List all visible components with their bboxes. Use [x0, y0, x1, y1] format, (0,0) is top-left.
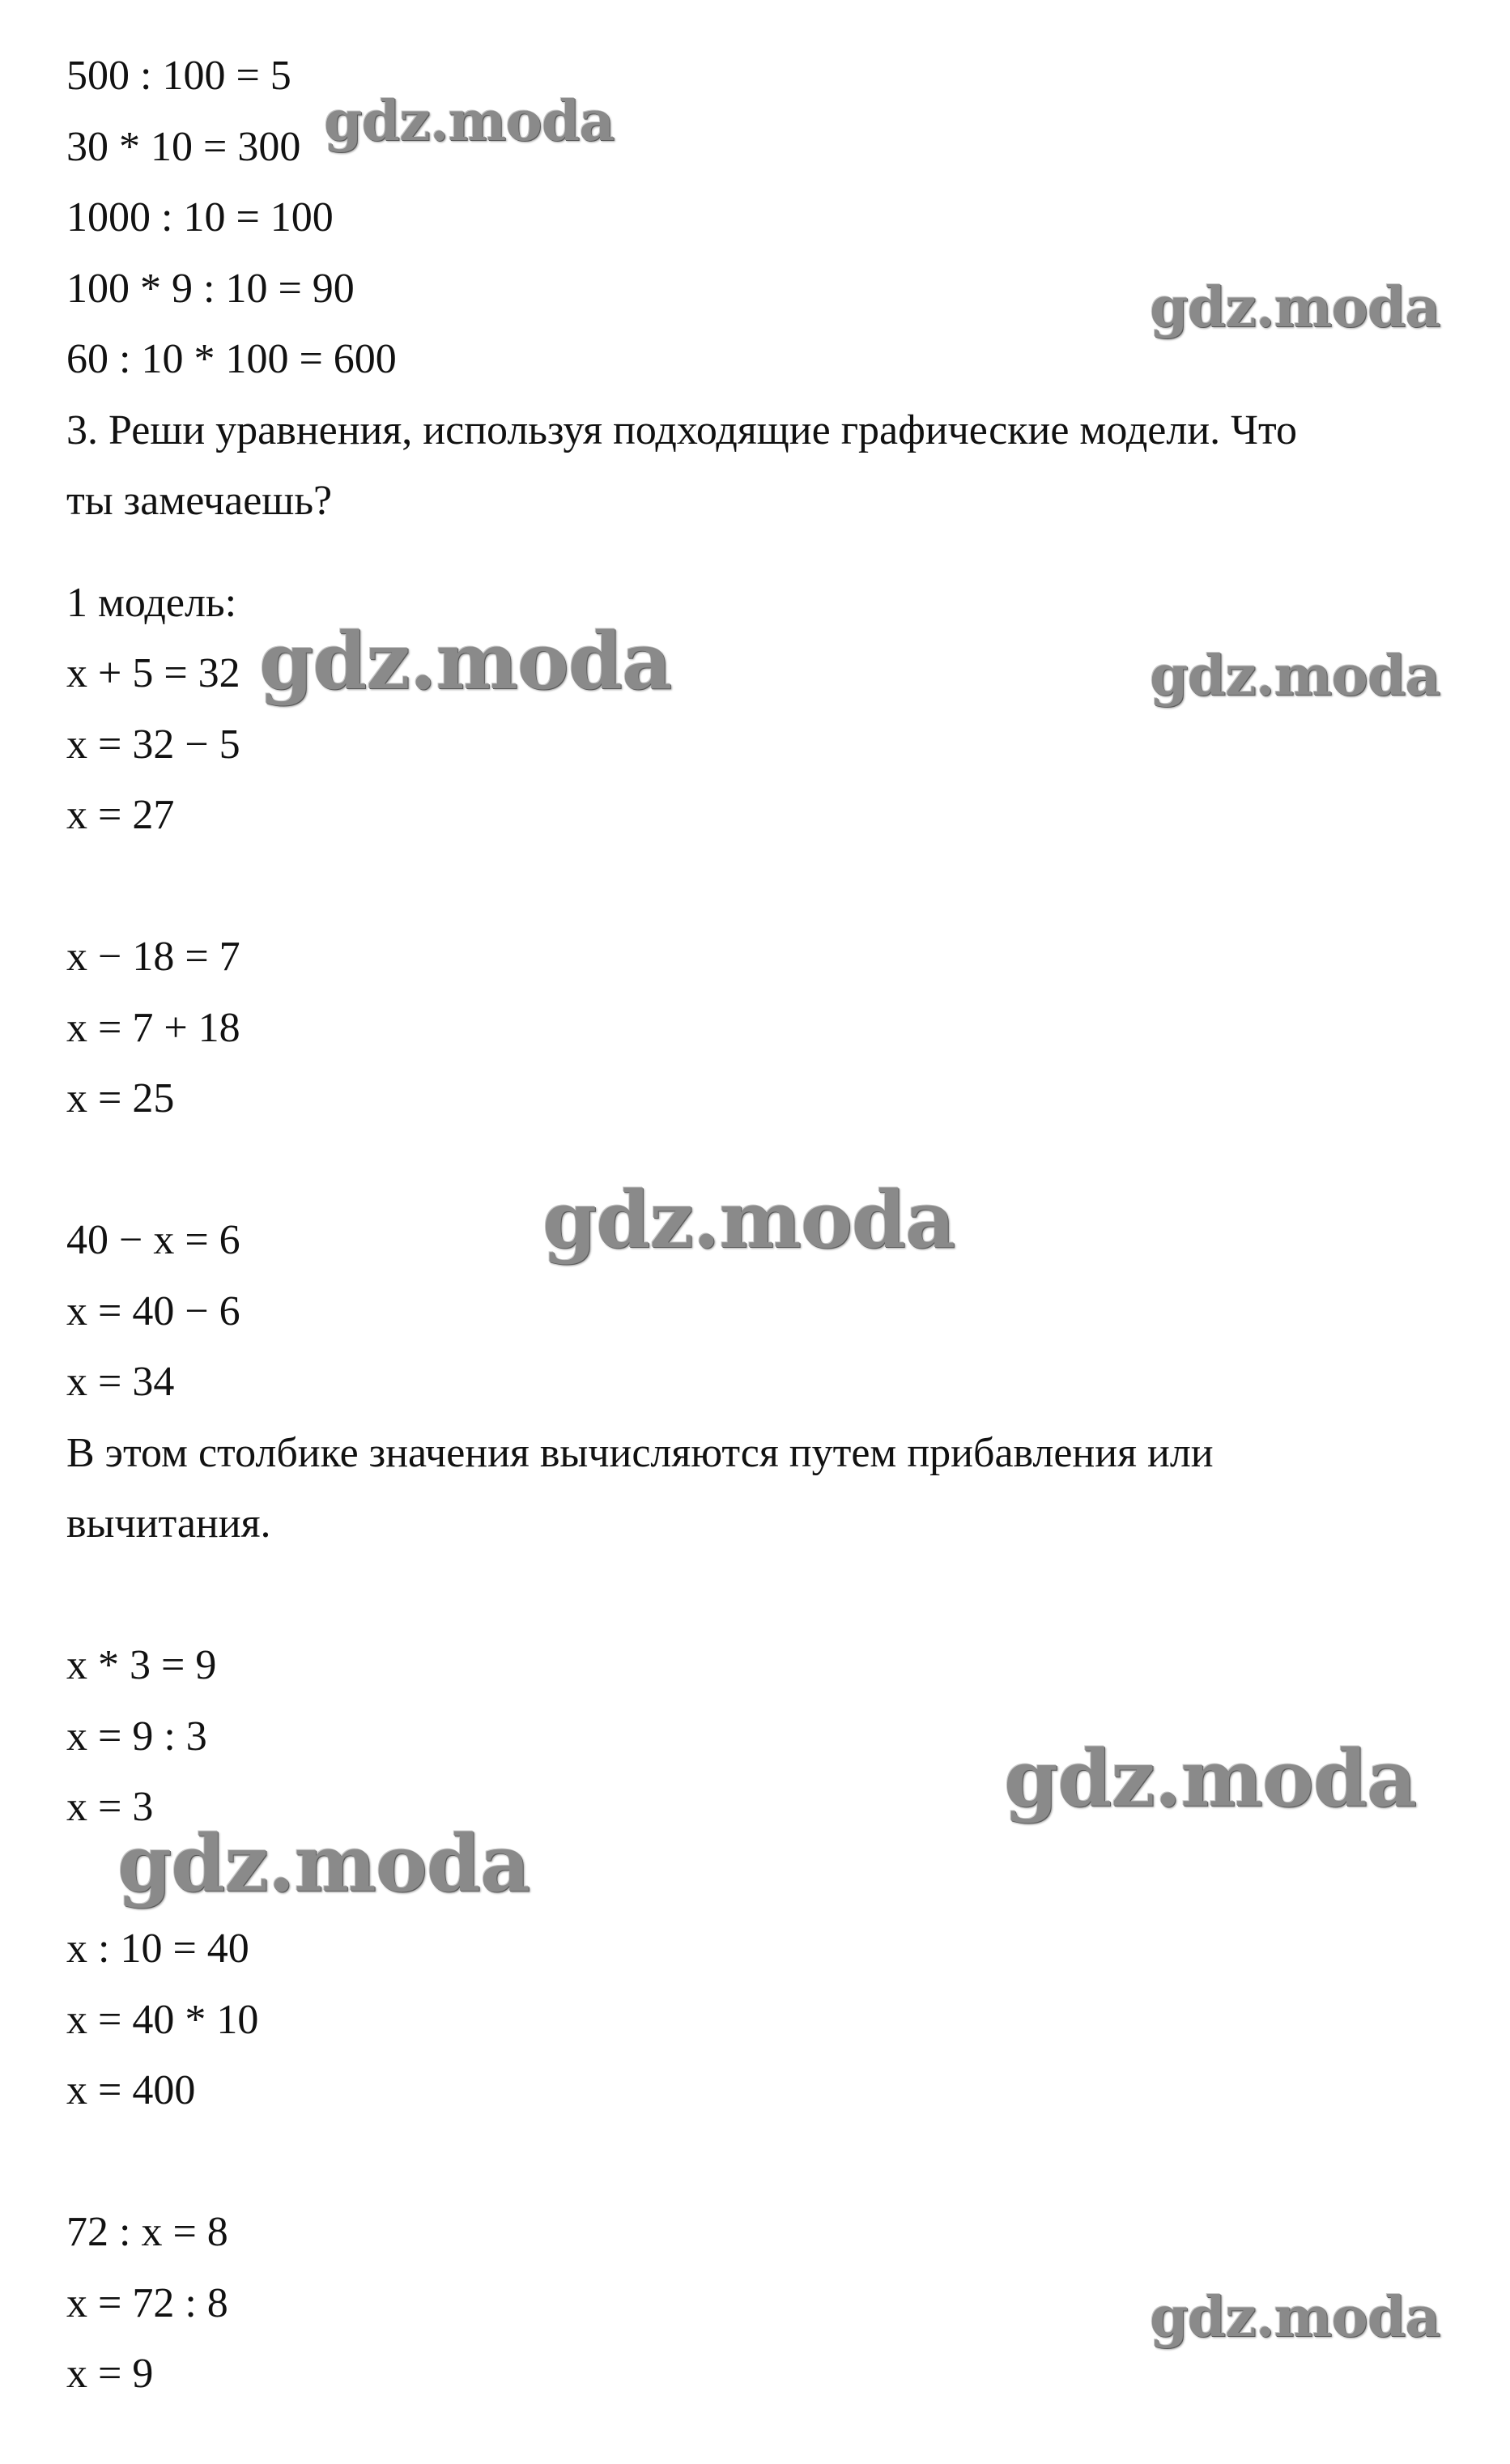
equation-line: x − 18 = 7 — [66, 934, 240, 980]
equation-line: x * 3 = 9 — [66, 1642, 217, 1688]
watermark: gdz.moda — [1150, 2285, 1440, 2350]
equation-line: 30 * 10 = 300 — [66, 124, 301, 170]
equation-line: x = 3 — [66, 1784, 154, 1830]
model-label: 1 модель: — [66, 580, 237, 626]
equation-line: x = 25 — [66, 1075, 175, 1121]
explanation-line: В этом столбике значения вычисляются путем прибавления или — [66, 1430, 1214, 1476]
equation-line: x = 34 — [66, 1359, 175, 1405]
equation-line: x = 40 * 10 — [66, 1997, 259, 2043]
equation-line: x + 5 = 32 — [66, 650, 240, 696]
equation-line: 40 − x = 6 — [66, 1217, 240, 1263]
watermark: gdz.moda — [1150, 644, 1440, 709]
equation-line: 1000 : 10 = 100 — [66, 194, 334, 240]
task-text-line: ты замечаешь? — [66, 478, 333, 524]
equation-line: x = 27 — [66, 792, 175, 838]
watermark: gdz.moda — [1004, 1733, 1417, 1824]
watermark: gdz.moda — [324, 89, 615, 154]
watermark: gdz.moda — [1150, 275, 1440, 340]
equation-line: x = 72 : 8 — [66, 2280, 228, 2326]
equation-line: 100 * 9 : 10 = 90 — [66, 266, 355, 312]
task-text-line: 3. Реши уравнения, используя подходящие графические модели. Что — [66, 407, 1297, 453]
equation-line: x = 9 — [66, 2351, 154, 2397]
watermark: gdz.moda — [117, 1818, 530, 1909]
equation-line: x = 7 + 18 — [66, 1005, 240, 1051]
equation-line: x = 400 — [66, 2067, 196, 2113]
watermark: gdz.moda — [542, 1174, 955, 1266]
equation-line: 500 : 100 = 5 — [66, 53, 291, 99]
equation-line: x : 10 = 40 — [66, 1926, 249, 1972]
equation-line: 60 : 10 * 100 = 600 — [66, 336, 397, 382]
equation-line: x = 9 : 3 — [66, 1713, 207, 1760]
explanation-line: вычитания. — [66, 1500, 271, 1547]
equation-line: 72 : x = 8 — [66, 2209, 228, 2255]
equation-line: x = 40 − 6 — [66, 1288, 240, 1334]
watermark: gdz.moda — [259, 615, 672, 707]
equation-line: x = 32 − 5 — [66, 721, 240, 768]
